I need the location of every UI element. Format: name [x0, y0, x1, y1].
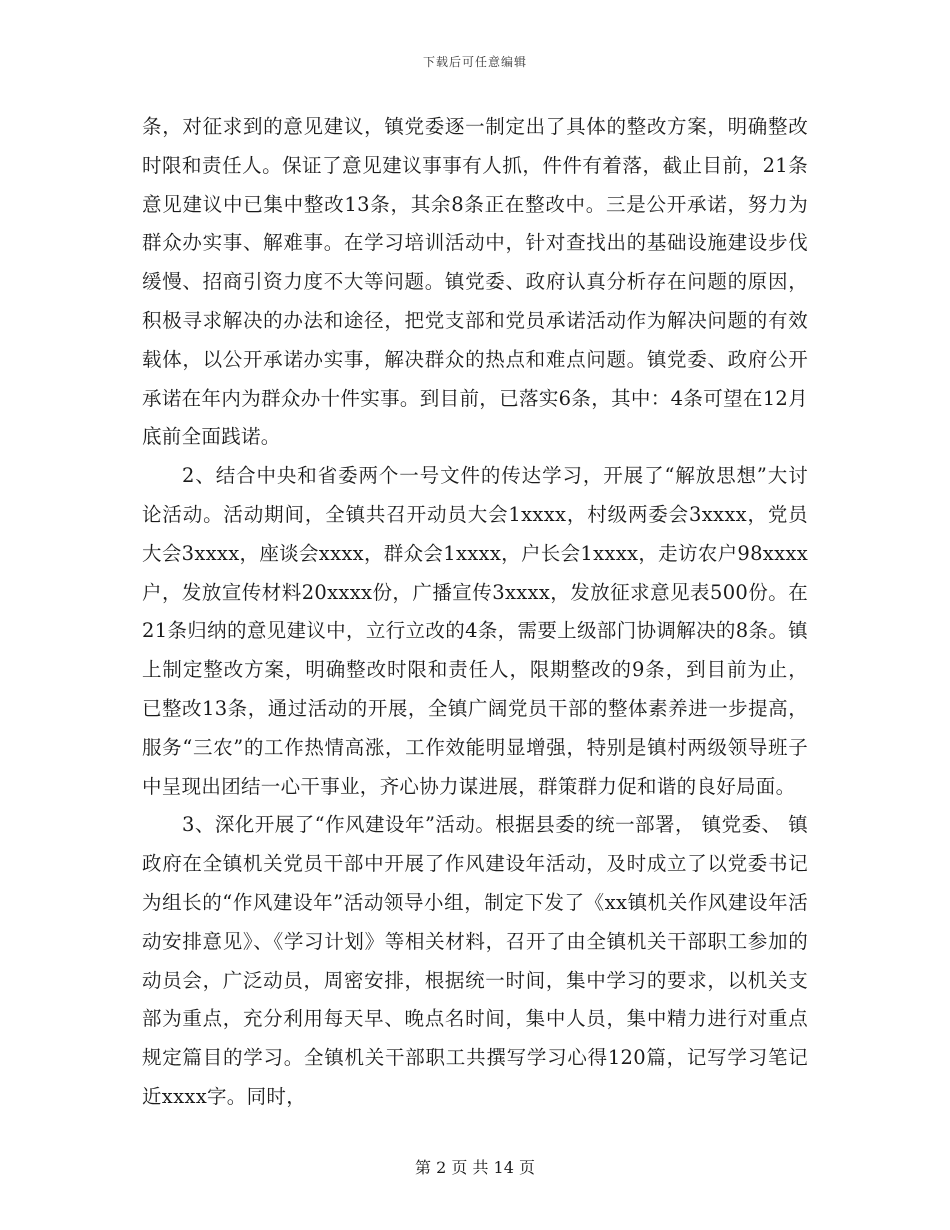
page-number-footer: 第 2 页 共 14 页 — [415, 1158, 535, 1177]
page-header: 下载后可任意编辑 — [422, 55, 527, 69]
document-body — [142, 108, 808, 1117]
paragraph-3: 3、深化开展了“作风建设年”活动。根据县委的统一部署， 镇党委、 镇政府在全镇机关党员干部中开展了作风建设年活动，及时成立了以党委书记为组长的“作风建设年”活动领导小组，制定下发了《xx镇机关作风建设年活动安排意见》、《学习计划》等相关材料，召开了由全镇机关干部职工参加的动员会，广泛动员，周密安排，根据统一时间，集中学习的要求，以机关支部为重点，充分利用每天早、晚点名时间，集中人员，集中精力进行对重点规定篇目的学习。全镇机关干部职工共撰写学习心得120篇，记写学习笔记近xxxx字。同时， — [142, 813, 808, 1108]
paragraph-1: 条，对征求到的意见建议，镇党委逐一制定出了具体的整改方案，明确整改时限和责任人。保证了意见建议事事有人抓，件件有着落，截止目前，21条意见建议中已集中整改13条，其余8条正在整改中。三是公开承诺，努力为群众办实事、解难事。在学习培训活动中，针对查找出的基础设施建设步伐缓慢、招商引资力度不大等问题。镇党委、政府认真分析存在问题的原因，积极寻求解决的办法和途径，把党支部和党员承诺活动作为解决问题的有效载体，以公开承诺办实事，解决群众的热点和难点问题。镇党委、政府公开承诺在年内为群众办十件实事。到目前，已落实6条，其中：4条可望在12月底前全面践诺。 — [142, 115, 808, 449]
paragraph-2: 2、结合中央和省委两个一号文件的传达学习，开展了“解放思想”大讨论活动。活动期间，全镇共召开动员大会1xxxx，村级两委会3xxxx，党员大会3xxxx，座谈会xxxx，群众会1xxxx，户长会1xxxx，走访农户98xxxx户，发放宣传材料20xxxx份，广播宣传3xxxx，发放征求意见表500份。在21条归纳的意见建议中，立行立改的4条，需要上级部门协调解决的8条。镇上制定整改方案，明确整改时限和责任人，限期整改的9条，到目前为止，已整改13条，通过活动的开展，全镇广阔党员干部的整体素养进一步提高，服务“三农”的工作热情高涨，工作效能明显增强，特别是镇村两级领导班子中呈现出团结一心干事业，齐心协力谋进展，群策群力促和谐的良好局面。 — [142, 464, 808, 798]
